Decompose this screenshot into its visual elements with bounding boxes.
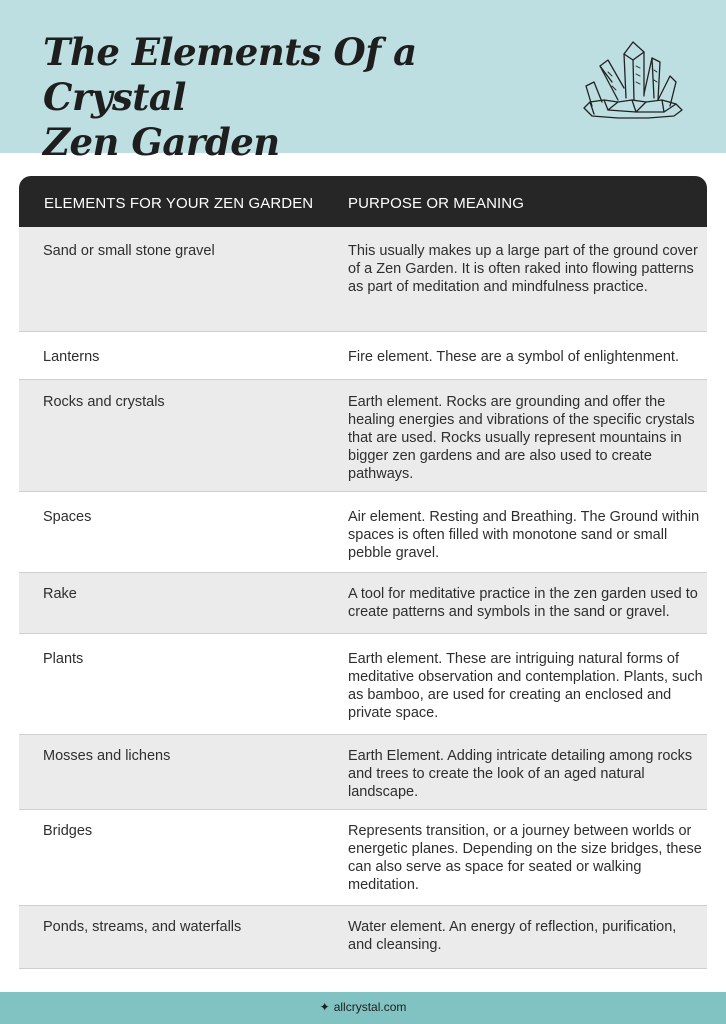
title-line-1: The Elements Of a Crystal: [43, 30, 417, 119]
sparkle-icon: ✦: [319, 1000, 330, 1014]
footer-bar: [0, 992, 726, 1024]
row-element: Ponds, streams, and waterfalls: [43, 919, 242, 935]
row-meaning: This usually makes up a large part of the ground cover of a Zen Garden. It is often raked into flowing patterns as part of meditation and mindfulness practice.: [348, 243, 698, 295]
row-meaning: Fire element. These are a symbol of enlightenment.: [348, 349, 679, 365]
brand-link[interactable]: [0, 1000, 726, 1014]
crystal-cluster-icon: [578, 36, 686, 120]
row-meaning: Earth element. These are intriguing natural forms of meditative observation and contemplation. Plants, such as bamboo, are used for creating an enclosed and private space.: [348, 651, 703, 721]
column-header-meaning: PURPOSE OR MEANING: [348, 195, 524, 212]
row-element: Lanterns: [43, 349, 100, 365]
brand-label: allcrystal.com: [333, 1000, 407, 1014]
page-title: [43, 30, 563, 165]
table-row: [19, 810, 707, 906]
row-element: Rocks and crystals: [43, 394, 165, 410]
row-element: Rake: [43, 586, 77, 602]
row-element: Sand or small stone gravel: [43, 243, 215, 259]
table-row: [19, 906, 707, 969]
row-element: Mosses and lichens: [43, 748, 171, 764]
row-element: Spaces: [43, 509, 92, 525]
row-meaning: Water element. An energy of reflection, purification, and cleansing.: [348, 919, 677, 953]
row-element: Plants: [43, 651, 84, 667]
table-row: [19, 380, 707, 492]
table-row: [19, 492, 707, 573]
row-meaning: A tool for meditative practice in the zen garden used to create patterns and symbols in the sand or gravel.: [348, 586, 698, 620]
title-line-2: Zen Garden: [43, 120, 280, 164]
table-row: [19, 332, 707, 380]
table-header: [19, 176, 707, 227]
header-banner: [0, 0, 726, 164]
row-meaning: Represents transition, or a journey between worlds or energetic planes. Depending on the size bridges, these can also serve as space for seated or walking meditation.: [348, 823, 702, 893]
row-meaning: Earth element. Rocks are grounding and offer the healing energies and vibrations of the specific crystals that are used. Rocks usually represent mountains in bigger zen gardens and are also used to create pathways.: [348, 394, 695, 482]
table-row: [19, 634, 707, 735]
row-element: Bridges: [43, 823, 93, 839]
table-row: [19, 735, 707, 810]
row-meaning: Earth Element. Adding intricate detailing among rocks and trees to create the look of an aged natural landscape.: [348, 748, 693, 800]
row-meaning: Air element. Resting and Breathing. The Ground within spaces is often filled with monotone sand or small pebble gravel.: [348, 509, 700, 561]
column-header-element: ELEMENTS FOR YOUR ZEN GARDEN: [44, 195, 314, 212]
elements-table: [19, 176, 707, 969]
table-row: [19, 573, 707, 634]
table-row: [19, 227, 707, 332]
